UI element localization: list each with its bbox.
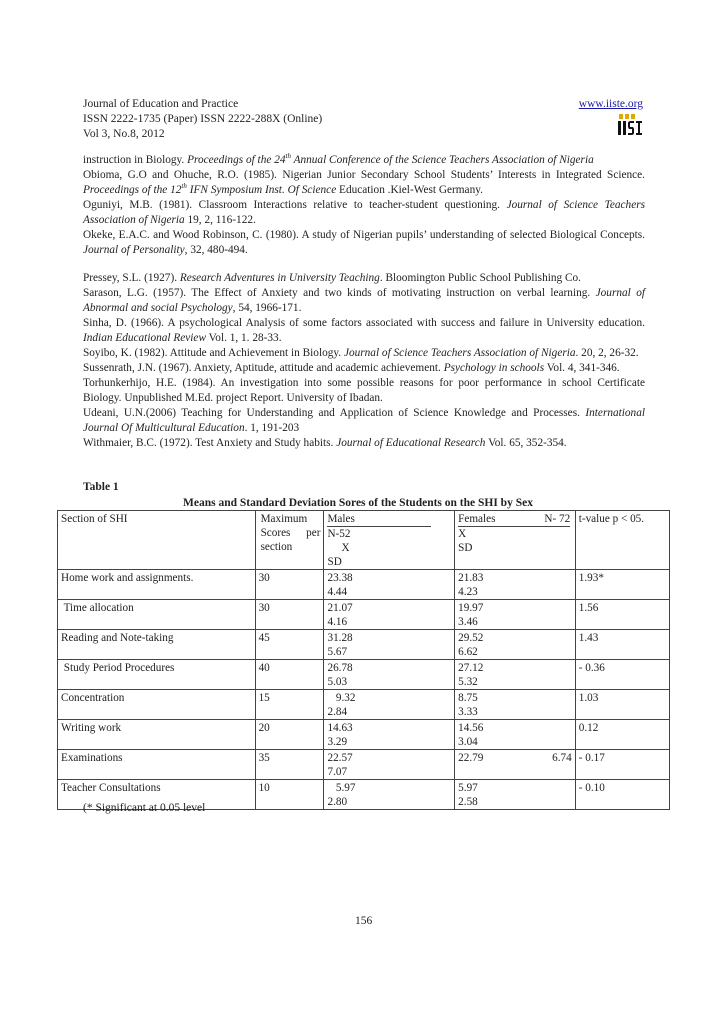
table-label: Table 1	[83, 481, 119, 493]
journal-name: Journal of Education and Practice	[83, 98, 239, 110]
page-number: 156	[355, 915, 373, 927]
table-row: Concentration 15 9.32 2.84 8.75 3.33 1.03	[58, 690, 670, 720]
table-row: Home work and assignments. 30 23.38 4.44 21.83 4.23 1.93*	[58, 570, 670, 600]
table-row: Writing work 20 14.63 3.29 14.56 3.04 0.12	[58, 720, 670, 750]
reference-item: Oguniyi, M.B. (1981). Classroom Interactions relative to teacher-student questioning. Journal of Science Teachers Association of Nigeria 19, 2, 116-122.	[83, 199, 645, 226]
table-row: Examinations 35 22.57 7.07 22.79 6.74 - 0.17	[58, 750, 670, 780]
reference-item: Sarason, L.G. (1957). The Effect of Anxiety and two kinds of motivating instruction on verbal learning. Journal of Abnormal and social Psychology, 54, 1966-171.	[83, 287, 645, 314]
reference-item: Soyibo, K. (1982). Attitude and Achievement in Biology. Journal of Science Teachers Association of Nigeria. 20, 2, 26-32.	[83, 347, 639, 359]
reference-item: Okeke, E.A.C. and Wood Robinson, C. (1980). A study of Nigerian pupils’ understanding of selected Biological Concepts. Journal of Personality, 32, 480-494.	[83, 229, 645, 256]
journal-url-link[interactable]: www.iiste.org	[578, 98, 643, 110]
table-header-row	[58, 511, 670, 570]
reference-item: Torhunkerhijo, H.E. (1984). An investigation into some possible reasons for poor performance in school Certificate Biology. Unpublished M.Ed. project Report. University of Ibadan.	[83, 377, 645, 404]
header-section: Section of SHI	[58, 511, 256, 570]
header-t-value: t-value p < 05.	[575, 511, 669, 570]
reference-item: Obioma, G.O and Ohuche, R.O. (1985). Nigerian Junior Secondary School Students’ Interests in Integrated Science. Proceedings of the 12th IFN Symposium Inst. Of Science Education .Kiel-West Germany.	[83, 169, 645, 196]
journal-volume: Vol 3, No.8, 2012	[83, 128, 165, 140]
reference-list	[83, 153, 645, 451]
table-row: Time allocation 30 21.07 4.16 19.97 3.46 1.56	[58, 600, 670, 630]
reference-item: Udeani, U.N.(2006) Teaching for Understanding and Application of Science Knowledge and Processes. International Journal Of Multicultural Education. 1, 191-203	[83, 407, 645, 434]
reference-item: Pressey, S.L. (1927). Research Adventures in University Teaching. Bloomington Public School Publishing Co.	[83, 272, 581, 284]
table-row: Study Period Procedures 40 26.78 5.03 27.12 5.32 - 0.36	[58, 660, 670, 690]
iiste-logo-icon	[617, 113, 643, 137]
reference-item: Withmaier, B.C. (1972). Test Anxiety and Study habits. Journal of Educational Research Vol. 65, 352-354.	[83, 437, 567, 449]
table-footnote: (* Significant at 0.05 level	[83, 802, 206, 814]
reference-item: instruction in Biology. Proceedings of the 24th Annual Conference of the Science Teachers Association of Nigeria	[83, 152, 594, 166]
table-row: Reading and Note-taking 45 31.28 5.67 29.52 6.62 1.43	[58, 630, 670, 660]
reference-item: Sussenrath, J.N. (1967). Anxiety, Aptitude, attitude and academic achievement. Psychology in schools Vol. 4, 341-346.	[83, 362, 620, 374]
header-maximum: Maximum Scores per section	[255, 511, 324, 570]
journal-header	[83, 97, 643, 142]
reference-item: Sinha, D. (1966). A psychological Analysis of some factors associated with success and failure in University education. Indian Educational Review Vol. 1, 1. 28-33.	[83, 317, 645, 344]
header-males: Males N-52 X SD	[324, 511, 455, 570]
table-title: Means and Standard Deviation Sores of the Students on the SHI by Sex	[183, 497, 533, 509]
shi-table	[57, 510, 670, 810]
journal-issn: ISSN 2222-1735 (Paper) ISSN 2222-288X (Online)	[83, 113, 323, 125]
table-row: Teacher Consultations 10 5.97 2.80 5.97 2.58 - 0.10	[58, 780, 670, 810]
header-females: Females N- 72 X SD	[455, 511, 576, 570]
